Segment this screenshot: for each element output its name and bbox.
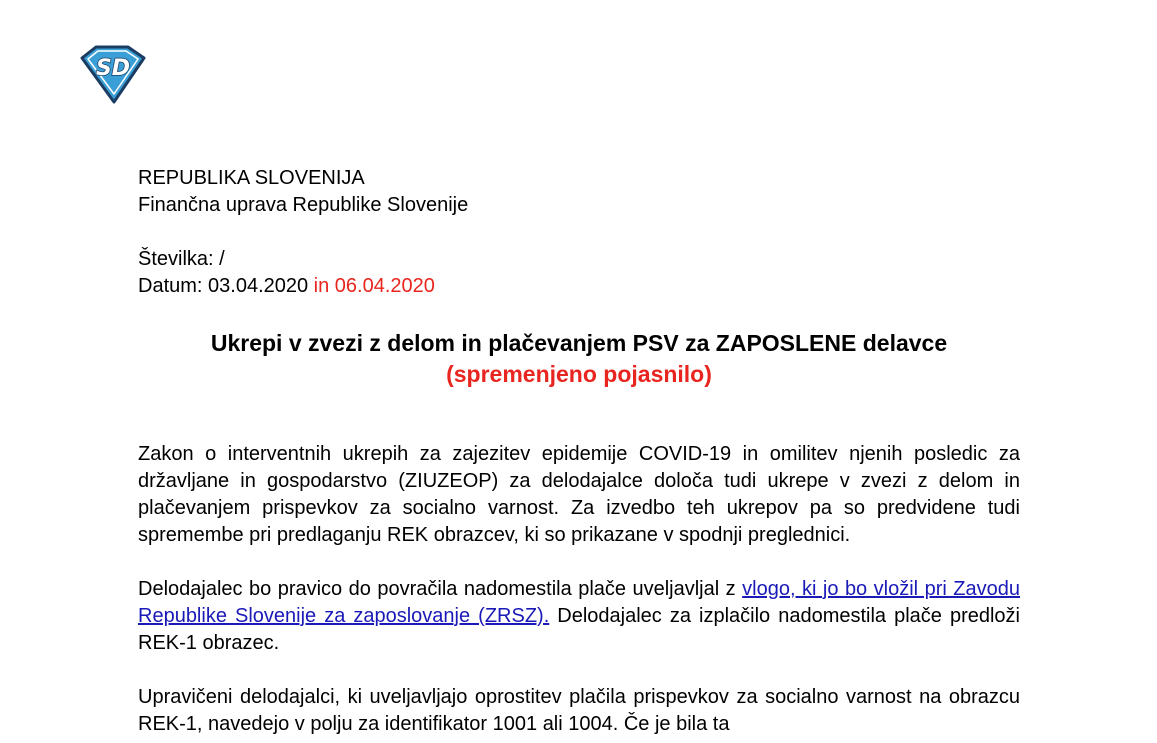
document-body	[138, 441, 1020, 743]
paragraph-2-end: Delodajalec za izplačilo nadomestila plače predloži REK-1 obrazec.	[138, 605, 1020, 654]
document-date	[138, 273, 468, 300]
title-main: Ukrepi v zvezi z delom in plačevanjem PSV za ZAPOSLENE delavce	[210, 330, 948, 356]
title-sub: (spremenjeno pojasnilo)	[446, 361, 712, 387]
date-added: in 06.04.2020	[308, 275, 435, 297]
logo-text: SD	[95, 56, 131, 81]
document-title	[138, 328, 1020, 390]
header-country: REPUBLIKA SLOVENIJA	[138, 167, 365, 189]
paragraph-2-start: Delodajalec bo pravico do povračila nadomestila plače uveljavljal z	[138, 578, 743, 600]
date-original: Datum: 03.04.2020	[138, 275, 309, 297]
zrsz-application-link[interactable]: vlogo, ki jo bo vložil pri Zavodu Republike Slovenije za zaposlovanje (ZRSZ).	[138, 578, 1020, 627]
paragraph-reimbursement	[138, 576, 1020, 657]
paragraph-intro: Zakon o interventnih ukrepih za zajezitev epidemije COVID-19 in omilitev njenih posledic za državljane in gospodarstvo (ZIUZEOP) za delodajalce določa tudi ukrepe v zvezi z delom in plačevanjem prispevkov za socialno varnost. Za izvedbo teh ukrepov pa so predvidene tudi spremembe pri predlaganju REK obrazcev, ki so prikazane v spodnji preglednici.	[138, 443, 1020, 546]
document-header	[138, 165, 468, 300]
paragraph-exemption: Upravičeni delodajalci, ki uveljavljajo oprostitev plačila prispevkov za socialno varnost na obrazcu REK-1, navedejo v polju za identifikator 1001 ali 1004. Če je bila ta	[138, 686, 1020, 735]
document-number: Številka: /	[138, 248, 225, 270]
header-authority: Finančna uprava Republike Slovenije	[138, 194, 469, 216]
sd-shield-logo-icon	[76, 44, 148, 106]
